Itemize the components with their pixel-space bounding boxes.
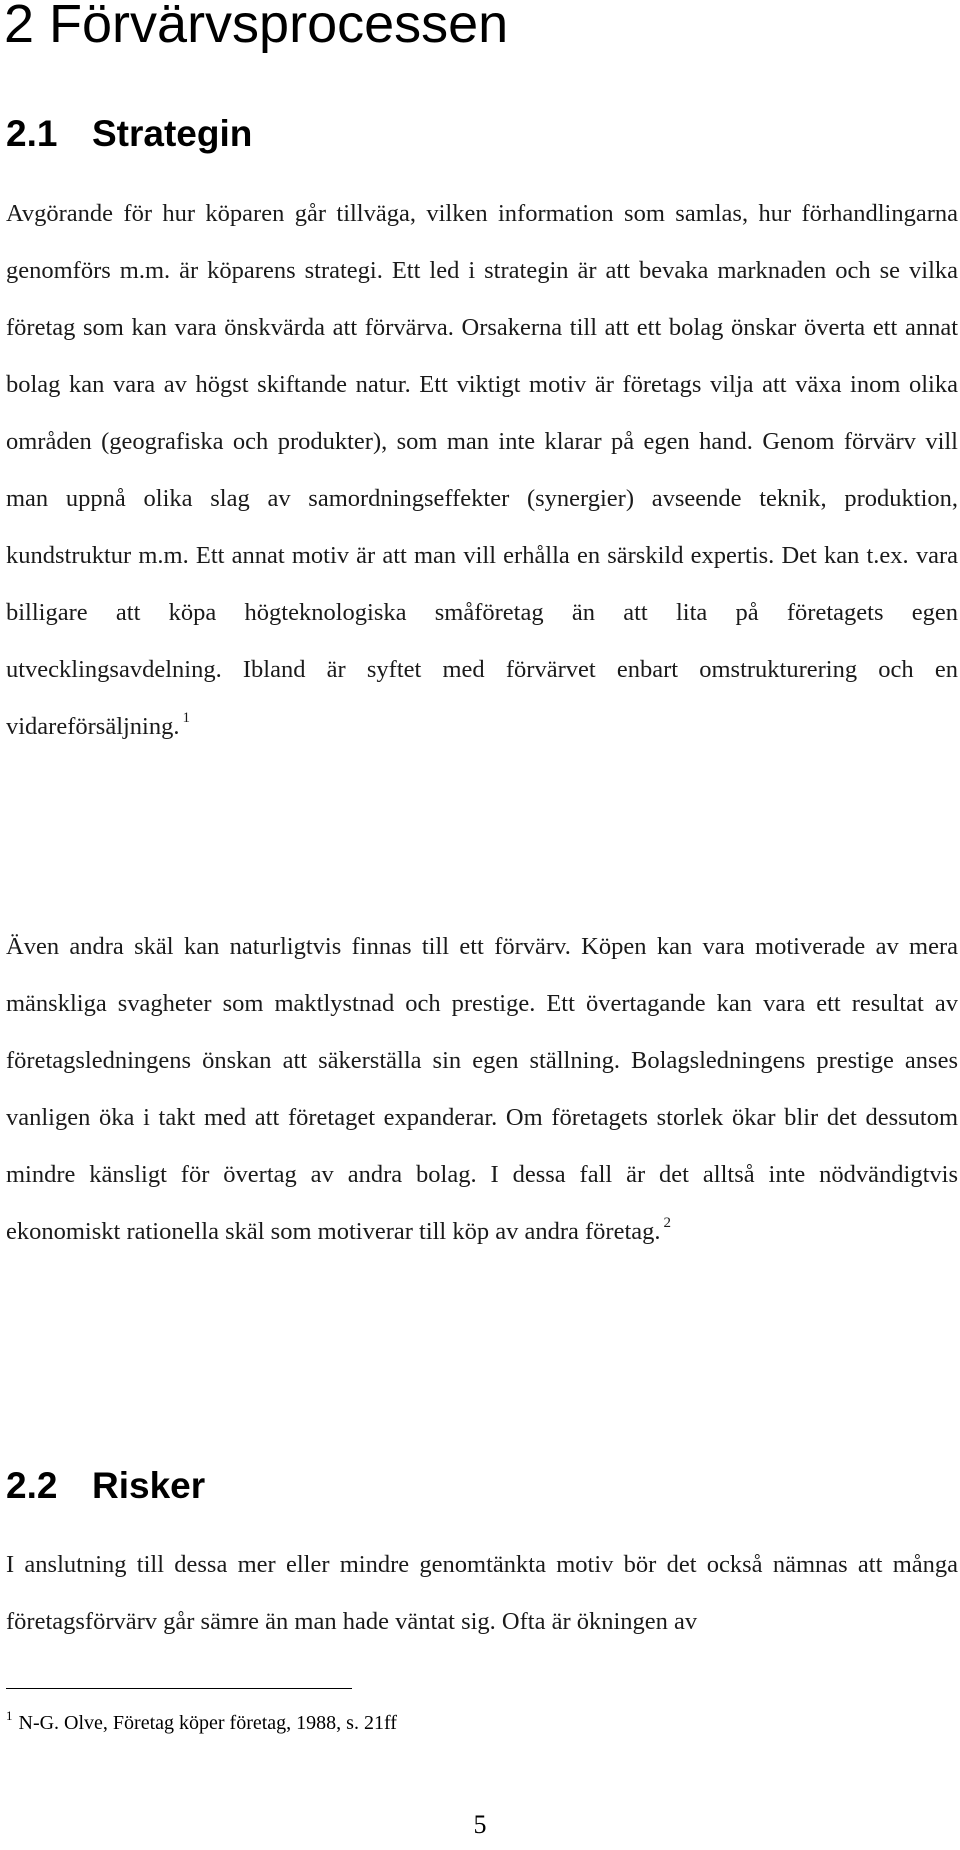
section-title: Strategin — [92, 113, 253, 154]
paragraph-text: Även andra skäl kan naturligtvis finnas till ett förvärv. Köpen kan vara motiverade av mera mänskliga svagheter som maktlystnad och prestige. Ett övertagande kan vara ett resultat av företagsledningens önskan att säkerställa sin egen ställning. Bolagsledningens prestige anses vanligen öka i takt med att företaget expanderar. Om företagets storlek ökar blir det dessutom mindre känsligt för övertag av andra bolag. I dessa fall är det alltså inte nödvändigtvis ekonomiskt rationella skäl som motiverar till köp av andra företag. — [6, 933, 958, 1245]
paragraph-risks: I anslutning till dessa mer eller mindre genomtänkta motiv bör det också nämnas att många företagsförvärv går sämre än man hade väntat sig. Ofta är ökningen av — [6, 1551, 958, 1635]
footnote-number: 1 — [6, 1708, 13, 1723]
paragraph-text: Avgörande för hur köparen går tillväga, vilken information som samlas, hur förhandlingarna genomförs m.m. är köparens strategi. Ett led i strategin är att bevaka marknaden och se vilka företag som kan vara önskvärda att förvärva. Orsakerna till att ett bolag önskar överta ett annat bolag kan vara av högst skiftande natur. Ett viktigt motiv är företags vilja att växa inom olika områden (geografiska och produkter), som man inte klarar på egen hand. Genom förvärv vill man uppnå olika slag av samordningseffekter (synergier) avseende teknik, produktion, kundstruktur m.m. Ett annat motiv är att man vill erhålla en särskild expertis. Det kan t.ex. vara billigare att köpa högteknologiska småföretag än att lita på företagets egen utvecklingsavdelning. Ibland är syftet med förvärvet enbart omstrukturering och en vidareförsäljning. — [6, 200, 958, 740]
section-heading-risker — [6, 1464, 205, 1508]
footnote-reference: 1 — [182, 710, 190, 726]
section-title: Risker — [92, 1465, 206, 1506]
section-number: 2.1 — [6, 113, 58, 154]
page-number: 5 — [473, 1810, 487, 1839]
section-number: 2.2 — [6, 1465, 58, 1506]
footnote-divider — [6, 1688, 352, 1689]
paragraph-other-reasons — [6, 918, 958, 1260]
section-heading-strategin — [6, 112, 252, 156]
paragraph-strategy — [6, 185, 958, 755]
footnote-reference: 2 — [663, 1215, 672, 1231]
footnote — [6, 1710, 397, 1736]
footnote-text: N-G. Olve, Företag köper företag, 1988, s. 21ff — [18, 1712, 397, 1734]
chapter-heading: 2 Förvärvsprocessen — [4, 0, 509, 54]
